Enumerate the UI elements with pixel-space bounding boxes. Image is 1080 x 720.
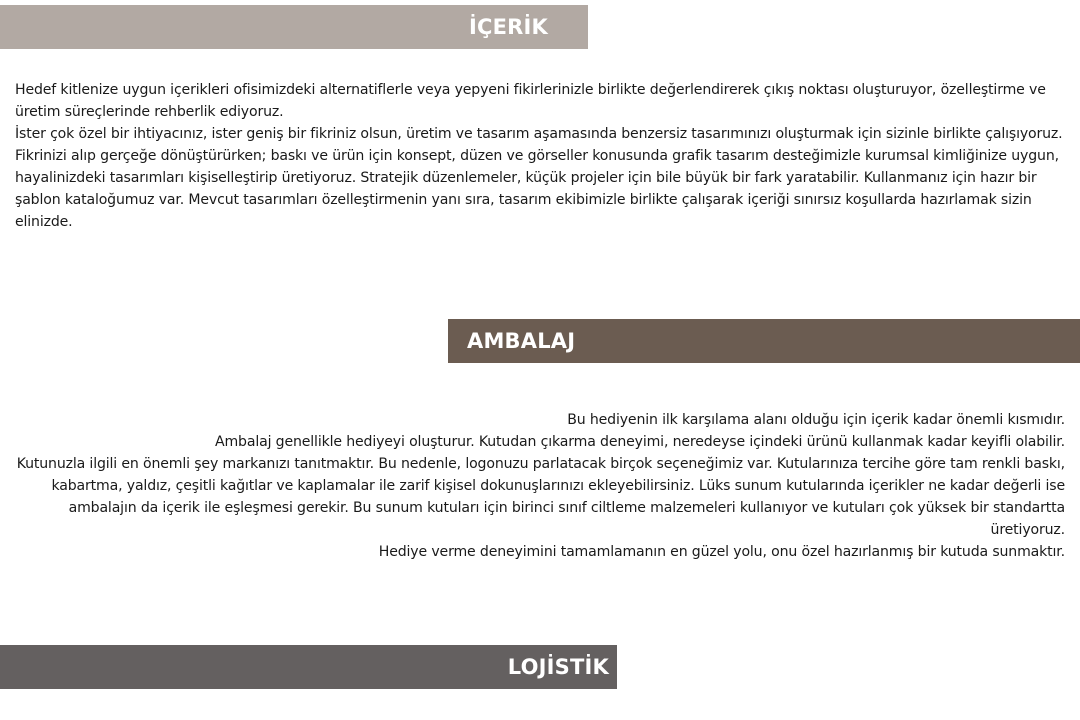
section-body-ambalaj bbox=[15, 409, 1065, 563]
section-header-lojistik bbox=[0, 645, 617, 689]
paragraph: İster çok özel bir ihtiyacınız, ister geniş bir fikriniz olsun, üretim ve tasarım aşamasında benzersiz tasarımınızı oluşturmak için sizinle birlikte çalışıyoruz. bbox=[15, 126, 1063, 142]
paragraph: Hediye verme deneyimini tamamlamanın en güzel yolu, onu özel hazırlanmış bir kutuda sunmaktır. bbox=[378, 544, 1065, 560]
section-title-icerik: İÇERİK bbox=[468, 15, 548, 39]
paragraph: Kutunuzla ilgili en önemli şey markanızı tanıtmaktır. Bu nedenle, logonuzu parlatacak birçok seçeneğimiz var. Kutularınıza tercihe göre tam renkli baskı, kabartma, yaldız, çeşitli kağıtlar ve kaplamalar ile zarif kişisel dokunuşlarınızı ekleyebilirsiniz. Lüks sunum kutularında içerikler ne kadar değerli ise ambalajın da içerik ile eşleşmesi gerekir. Bu sunum kutuları için birinci sınıf ciltleme malzemeleri kullanıyor ve kutuları çok yüksek bir standartta üretiyoruz. bbox=[16, 456, 1065, 538]
section-body-icerik bbox=[15, 79, 1065, 233]
section-title-lojistik: LOJİSTİK bbox=[507, 655, 609, 679]
paragraph: Hedef kitlenize uygun içerikleri ofisimizdeki alternatiflerle veya yepyeni fikirlerinizle birlikte değerlendirerek çıkış noktası oluşturuyor, özelleştirme ve üretim süreçlerinde rehberlik ediyoruz. bbox=[15, 82, 1046, 120]
section-title-ambalaj: AMBALAJ bbox=[467, 329, 576, 353]
paragraph: Bu hediyenin ilk karşılama alanı olduğu için içerik kadar önemli kısmıdır. bbox=[567, 412, 1065, 428]
paragraph: Ambalaj genellikle hediyeyi oluşturur. Kutudan çıkarma deneyimi, neredeyse içindeki ürünü kullanmak kadar keyifli olabilir. bbox=[214, 434, 1065, 450]
paragraph: Fikrinizi alıp gerçeğe dönüştürürken; baskı ve ürün için konsept, düzen ve görseller konusunda grafik tasarım desteğimizle kurumsal kimliğinize uygun, hayalinizdeki tasarımları kişiselleştirip üretiyoruz. Stratejik düzenlemeler, küçük projeler için bile büyük bir fark yaratabilir. Kullanmanız için hazır bir şablon kataloğumuz var. Mevcut tasarımları özelleştirmenin yanı sıra, tasarım ekibimizle birlikte çalışarak içeriği sınırsız koşullarda hazırlamak sizin elinizde. bbox=[15, 148, 1059, 230]
section-header-ambalaj bbox=[448, 319, 1080, 363]
section-header-icerik bbox=[0, 5, 588, 49]
